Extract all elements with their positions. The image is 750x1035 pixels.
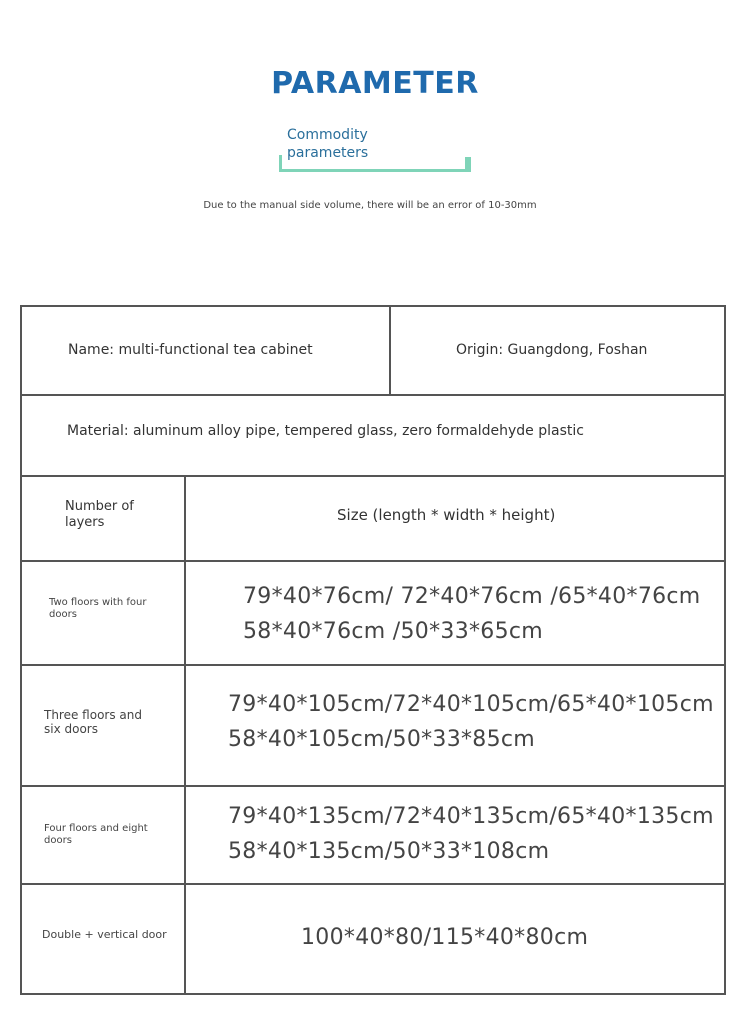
table-line xyxy=(20,305,22,995)
table-line xyxy=(20,305,726,307)
page-title: PARAMETER xyxy=(271,66,479,101)
subtitle-line-2: parameters xyxy=(287,145,369,161)
row-size-line-1: 79*40*135cm/72*40*135cm/65*40*135cm xyxy=(228,804,714,829)
row-size-line-2: 58*40*76cm /50*33*65cm xyxy=(243,619,544,644)
row-label-line-2: doors xyxy=(44,835,72,846)
row-size-line-2: 58*40*105cm/50*33*85cm xyxy=(228,727,536,752)
row-label-line-1: Two floors with four xyxy=(49,597,147,608)
row-size-line-1: 100*40*80/115*40*80cm xyxy=(301,925,589,950)
row-label xyxy=(44,823,148,847)
row-label-line-1: Three floors and xyxy=(44,708,143,722)
name-cell: Name: multi-functional tea cabinet xyxy=(68,342,313,358)
table-line xyxy=(184,476,186,994)
row-label xyxy=(42,929,167,941)
layers-header-line-2: layers xyxy=(65,515,105,530)
material-cell: Material: aluminum alloy pipe, tempered glass, zero formaldehyde plastic xyxy=(67,423,584,439)
row-label xyxy=(44,708,142,736)
table-line xyxy=(20,883,726,885)
bracket-bottom xyxy=(279,169,471,172)
row-label xyxy=(49,597,146,621)
table-line xyxy=(20,475,726,477)
origin-cell: Origin: Guangdong, Foshan xyxy=(456,342,648,358)
row-size-line-1: 79*40*105cm/72*40*105cm/65*40*105cm xyxy=(228,692,714,717)
table-line xyxy=(724,305,726,995)
row-size-line-2: 58*40*135cm/50*33*108cm xyxy=(228,839,550,864)
row-label-line-1: Double + vertical door xyxy=(42,928,167,941)
layers-header-line-1: Number of xyxy=(65,499,134,514)
subtitle-line-1: Commodity xyxy=(287,127,368,143)
row-size-line-1: 79*40*76cm/ 72*40*76cm /65*40*76cm xyxy=(243,584,701,609)
table-line xyxy=(20,394,726,396)
error-note: Due to the manual side volume, there will be an error of 10-30mm xyxy=(203,200,537,211)
table-line xyxy=(20,785,726,787)
row-size xyxy=(243,579,701,649)
layers-header xyxy=(65,499,134,531)
size-header: Size (length * width * height) xyxy=(337,506,556,524)
row-size xyxy=(301,920,588,955)
row-label-line-1: Four floors and eight xyxy=(44,823,148,834)
table-line xyxy=(20,664,726,666)
row-label-line-2: six doors xyxy=(44,722,98,736)
table-line xyxy=(389,307,391,395)
subtitle-bracket xyxy=(279,155,471,172)
row-label-line-2: doors xyxy=(49,609,77,620)
row-size xyxy=(228,687,714,757)
table-line xyxy=(20,993,726,995)
row-size xyxy=(228,799,714,869)
table-line xyxy=(20,560,726,562)
